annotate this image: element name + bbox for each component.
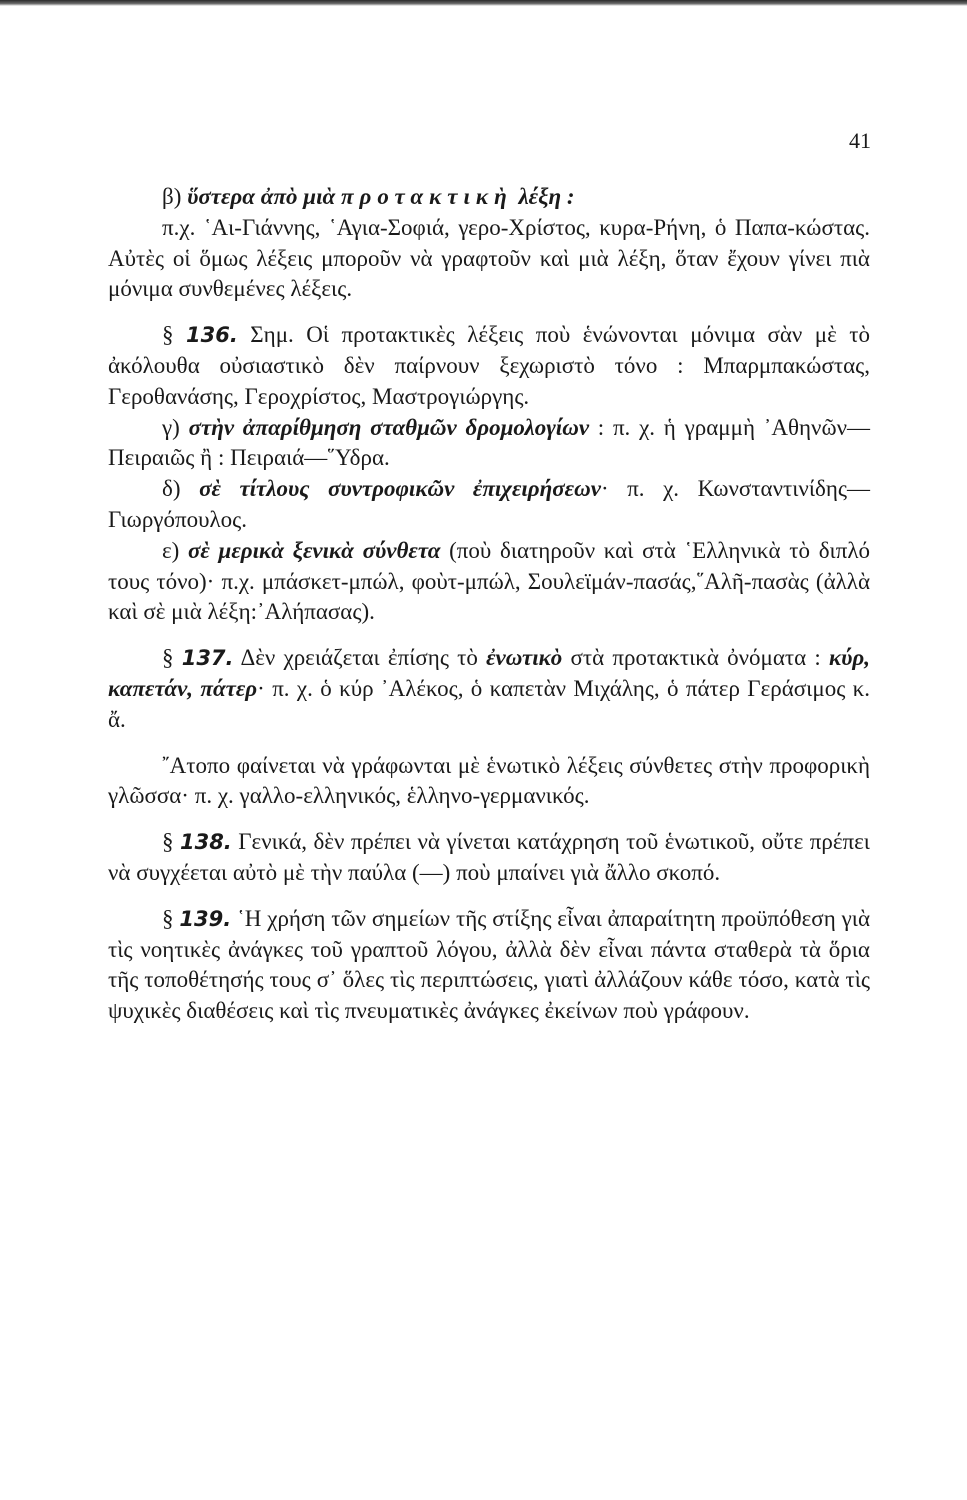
paragraph-atopo: ῎Ατοπο φαίνεται νὰ γράφωνται μὲ ἑνωτικὸ λέξεις σύνθετες στὴν προφορικὴ γλῶσσα· π. χ. γαλλο-ελληνικός, ἑλληνο-γερμανικός. xyxy=(108,752,870,809)
item-marker-epsilon: ε) xyxy=(162,537,189,563)
scan-edge-shadow xyxy=(0,0,967,6)
section-mark: § xyxy=(162,829,180,855)
paragraph-beta xyxy=(108,182,870,213)
paragraph-section-139 xyxy=(108,904,870,1027)
section-mark: § xyxy=(162,322,186,348)
section-138-text: Γενικά, δὲν πρέπει νὰ γίνεται κατάχρηση τοῦ ἑνωτικοῦ, οὔτε πρέπει νὰ συγχέεται αὐτὸ μὲ τὴν παύλα (—) ποὺ μπαίνει γιὰ ἄλλο σκοπό. xyxy=(108,829,870,885)
section-137-terms: κύρ, καπετάν, πάτερ xyxy=(108,645,871,701)
paragraph-section-136 xyxy=(108,320,870,412)
item-marker-beta: β) xyxy=(162,184,188,209)
section-136-text: Σημ. Οἱ προτακτικὲς λέξεις ποὺ ἑνώνονται μόνιμα σὰν μὲ τὸ ἀκόλουθα οὐσιαστικὸ δὲν παίρνουν ξεχωριστὸ τόνο : Μπαρμπακώστας, Γεροθανάσης, Γεροχρίστος, Μαστρογιώργης. xyxy=(108,322,870,409)
section-137-term: ἐνωτικὸ xyxy=(486,645,563,671)
section-number-138: 138. xyxy=(179,830,232,855)
section-139-text: ῾Η χρήση τῶν σημείων τῆς στίξης εἶναι ἀπαραίτητη προϋπόθεση γιὰ τὶς νοητικὲς ἀνάγκες τοῦ γραπτοῦ λόγου, ἀλλὰ δὲν εἶναι πάντα σταθερὰ τὰ ὅρια τῆς τοποθέτησής τους σ᾿ ὅλες τὶς περιπτώσεις, γιατὶ ἀλλάζουν κάθε τόσο, κατὰ τὶς ψυχικὲς διαθέσεις καὶ τὶς πνευματικὲς ἀνάγκες ἐκείνων ποὺ γράφουν. xyxy=(108,905,871,1024)
beta-heading-a: ὕστερα ἀπὸ μιὰ xyxy=(187,184,341,209)
paragraph-delta xyxy=(108,474,870,536)
beta-heading-spaced: προτακτικὴ xyxy=(340,184,513,209)
paragraph-section-138 xyxy=(108,827,870,889)
page-body xyxy=(108,182,870,1027)
section-number-137: 137. xyxy=(181,646,234,671)
item-marker-gamma: γ) xyxy=(162,414,189,440)
paragraph-section-137 xyxy=(108,643,870,735)
gamma-text: : π. χ. ἡ γραμμὴ ᾿Αθηνῶν—Πειραιῶς ἢ : Πειραιά—῞Υδρα. xyxy=(108,414,870,471)
beta-heading-c: λέξη : xyxy=(512,184,575,209)
paragraph-epsilon xyxy=(108,536,870,628)
page-number: 41 xyxy=(849,128,871,153)
section-number-139: 139. xyxy=(179,906,232,931)
section-mark: § xyxy=(162,645,182,671)
section-137-mid: στὰ προτακτικὰ ὀνόματα : xyxy=(562,645,829,671)
item-marker-delta: δ) xyxy=(162,476,200,502)
gamma-heading: στὴν ἀπαρίθμηση σταθμῶν δρομολογίων xyxy=(188,414,590,440)
paragraph-gamma xyxy=(108,413,870,475)
epsilon-text: (ποὺ διατηροῦν καὶ στὰ ῾Ελληνικὰ τὸ διπλό τους τόνο)· π.χ. μπάσκετ-μπώλ, φοὺτ-μπώλ, Σουλεϊμάν-πασάς,῞Αλῆ-πασὰς (ἀλλὰ καὶ σὲ μιὰ λέξη:᾿Αλήπασας). xyxy=(108,537,870,625)
section-mark: § xyxy=(162,905,180,931)
section-number-136: 136. xyxy=(185,323,238,348)
section-137-tail: · π. χ. ὁ κύρ ᾿Αλέκος, ὁ καπετὰν Μιχάλης, ὁ πάτερ Γεράσιμος κ. ἄ. xyxy=(108,675,871,732)
delta-text: · π. χ. Κωνσταντινίδης—Γιωργόπουλος. xyxy=(108,476,870,532)
section-137-pre: Δὲν χρειάζεται ἐπίσης τὸ xyxy=(233,645,487,671)
paragraph-examples: π.χ. ῾Αι-Γιάννης, ῾Αγια-Σοφιά, γερο-Χρίστος, κυρα-Ρήνη, ὁ Παπα-κώστας. Αὐτὲς οἱ ὅμως λέξεις μποροῦν νὰ γραφτοῦν καὶ μιὰ λέξη, ὅταν ἔχουν γίνει πιὰ μόνιμα συνθεμένες λέξεις. xyxy=(108,214,870,302)
epsilon-heading: σὲ μερικὰ ξενικὰ σύνθετα xyxy=(188,537,441,563)
delta-heading: σὲ τίτλους συντροφικῶν ἐπιχειρήσεων xyxy=(199,476,601,502)
